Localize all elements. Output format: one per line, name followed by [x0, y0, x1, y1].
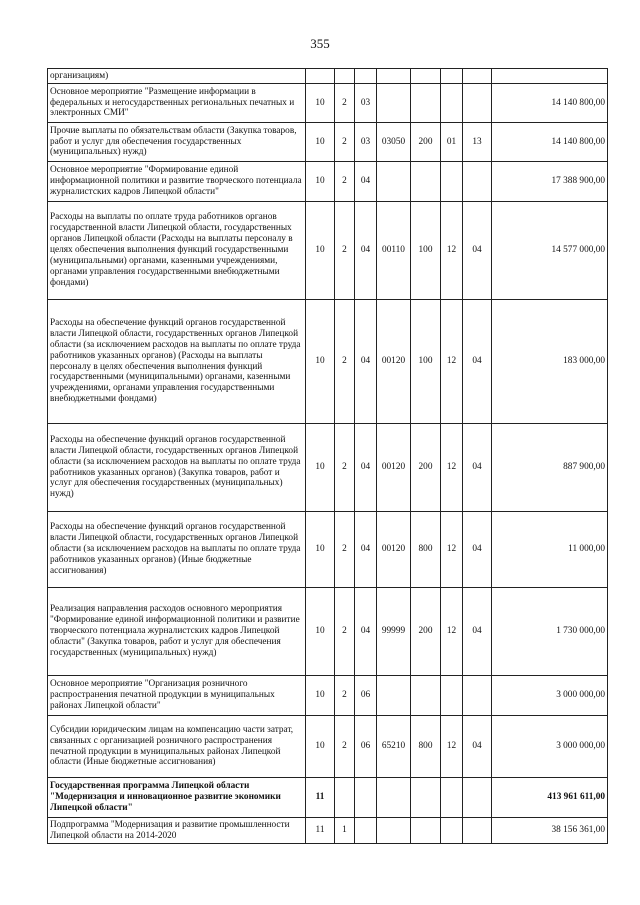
chapter-cell — [441, 778, 463, 818]
table-row — [48, 778, 608, 818]
type-cell — [411, 69, 441, 84]
row-name-cell: Расходы на обеспечение функций органов государственной власти Липецкой области, государственных органов Липецкой области (за исключением расходов на выплаты по оплате труда работников указанных органов) (Расходы на выплаты персоналу в целях обеспечения выполнения функций государственными (муниципальными) органами, казенными учреждениями, органами управления государственными внебюджетными фондами) — [48, 300, 306, 424]
table-row — [48, 588, 608, 676]
code-cell: 00110 — [377, 202, 411, 300]
code-cell — [377, 162, 411, 202]
table-row — [48, 84, 608, 123]
code-cell: 65210 — [377, 716, 411, 778]
row-name-cell: Расходы на выплаты по оплате труда работников органов государственной власти Липецкой области, государственных органов Липецкой области (Расходы на выплаты персоналу в целях обеспечения выполнения функций государственными (муниципальными) органами, казенными учреждениями, органами управления государственными внебюджетными фондами) — [48, 202, 306, 300]
table-row — [48, 818, 608, 844]
section-cell: 10 — [306, 424, 335, 512]
row-name-cell: Субсидии юридическим лицам на компенсацию части затрат, связанных с организацией розничного распространения печатной продукции в муниципальных районах Липецкой области (Иные бюджетные ассигнования) — [48, 716, 306, 778]
section-cell: 10 — [306, 676, 335, 716]
type-cell: 200 — [411, 588, 441, 676]
chapter-cell: 12 — [441, 512, 463, 588]
subchapter-cell: 04 — [463, 512, 492, 588]
subchapter-cell: 04 — [463, 716, 492, 778]
subsection-cell: 1 — [335, 818, 355, 844]
subsection-cell — [335, 778, 355, 818]
subchapter-cell — [463, 69, 492, 84]
item-cell — [355, 818, 377, 844]
subsection-cell: 2 — [335, 123, 355, 162]
section-cell: 10 — [306, 716, 335, 778]
item-cell: 04 — [355, 300, 377, 424]
code-cell — [377, 69, 411, 84]
amount-cell: 14 140 800,00 — [492, 123, 608, 162]
chapter-cell — [441, 84, 463, 123]
amount-cell: 38 156 361,00 — [492, 818, 608, 844]
subsection-cell: 2 — [335, 162, 355, 202]
type-cell — [411, 818, 441, 844]
row-name-cell: организациям) — [48, 69, 306, 84]
row-name-cell: Реализация направления расходов основного мероприятия "Формирование единой информационной политики и развитие творческого потенциала журналистских кадров Липецкой области" (Закупка товаров, работ и услуг для обеспечения государственных (муниципальных) нужд) — [48, 588, 306, 676]
chapter-cell — [441, 162, 463, 202]
item-cell — [355, 69, 377, 84]
type-cell — [411, 162, 441, 202]
code-cell — [377, 818, 411, 844]
amount-cell: 183 000,00 — [492, 300, 608, 424]
subsection-cell: 2 — [335, 202, 355, 300]
section-cell: 10 — [306, 123, 335, 162]
table-row — [48, 123, 608, 162]
chapter-cell — [441, 69, 463, 84]
section-cell: 10 — [306, 162, 335, 202]
chapter-cell: 01 — [441, 123, 463, 162]
chapter-cell: 12 — [441, 300, 463, 424]
type-cell — [411, 84, 441, 123]
section-cell — [306, 69, 335, 84]
type-cell: 800 — [411, 512, 441, 588]
section-cell: 10 — [306, 512, 335, 588]
amount-cell — [492, 69, 608, 84]
amount-cell: 3 000 000,00 — [492, 676, 608, 716]
subchapter-cell — [463, 84, 492, 123]
amount-cell: 14 577 000,00 — [492, 202, 608, 300]
code-cell — [377, 84, 411, 123]
subchapter-cell: 04 — [463, 300, 492, 424]
subsection-cell: 2 — [335, 512, 355, 588]
item-cell: 06 — [355, 716, 377, 778]
amount-cell: 413 961 611,00 — [492, 778, 608, 818]
type-cell: 200 — [411, 123, 441, 162]
row-name-cell: Прочие выплаты по обязательствам области (Закупка товаров, работ и услуг для обеспечения государственных (муниципальных) нужд) — [48, 123, 306, 162]
item-cell: 04 — [355, 162, 377, 202]
amount-cell: 14 140 800,00 — [492, 84, 608, 123]
amount-cell: 3 000 000,00 — [492, 716, 608, 778]
subchapter-cell: 04 — [463, 202, 492, 300]
item-cell: 04 — [355, 588, 377, 676]
subsection-cell: 2 — [335, 84, 355, 123]
row-name-cell: Расходы на обеспечение функций органов государственной власти Липецкой области, государственных органов Липецкой области (за исключением расходов на выплаты по оплате труда работников указанных органов) (Закупка товаров, работ и услуг для обеспечения государственных (муниципальных) нужд) — [48, 424, 306, 512]
item-cell: 04 — [355, 424, 377, 512]
section-cell: 10 — [306, 202, 335, 300]
chapter-cell — [441, 818, 463, 844]
subchapter-cell: 04 — [463, 424, 492, 512]
subsection-cell: 2 — [335, 588, 355, 676]
row-name-cell: Основное мероприятие "Формирование единой информационной политики и развитие творческого потенциала журналистских кадров Липецкой области" — [48, 162, 306, 202]
subsection-cell: 2 — [335, 300, 355, 424]
section-cell: 10 — [306, 300, 335, 424]
amount-cell: 887 900,00 — [492, 424, 608, 512]
code-cell: 00120 — [377, 300, 411, 424]
table-row — [48, 424, 608, 512]
section-cell: 11 — [306, 818, 335, 844]
item-cell — [355, 778, 377, 818]
code-cell: 99999 — [377, 588, 411, 676]
type-cell: 800 — [411, 716, 441, 778]
item-cell: 06 — [355, 676, 377, 716]
code-cell: 00120 — [377, 512, 411, 588]
subchapter-cell — [463, 778, 492, 818]
amount-cell: 17 388 900,00 — [492, 162, 608, 202]
type-cell: 100 — [411, 300, 441, 424]
item-cell: 04 — [355, 202, 377, 300]
item-cell: 03 — [355, 84, 377, 123]
table-row — [48, 300, 608, 424]
amount-cell: 1 730 000,00 — [492, 588, 608, 676]
code-cell: 03050 — [377, 123, 411, 162]
subchapter-cell — [463, 676, 492, 716]
subchapter-cell — [463, 162, 492, 202]
chapter-cell: 12 — [441, 588, 463, 676]
item-cell: 03 — [355, 123, 377, 162]
subsection-cell: 2 — [335, 424, 355, 512]
type-cell — [411, 778, 441, 818]
row-name-cell: Расходы на обеспечение функций органов государственной власти Липецкой области, государственных органов Липецкой области (за исключением расходов на выплаты по оплате труда работников указанных органов) (Иные бюджетные ассигнования) — [48, 512, 306, 588]
type-cell: 200 — [411, 424, 441, 512]
code-cell: 00120 — [377, 424, 411, 512]
row-name-cell: Государственная программа Липецкой области "Модернизация и инновационное развитие экономики Липецкой области" — [48, 778, 306, 818]
table-row — [48, 162, 608, 202]
subchapter-cell: 13 — [463, 123, 492, 162]
amount-cell: 11 000,00 — [492, 512, 608, 588]
chapter-cell: 12 — [441, 202, 463, 300]
row-name-cell: Основное мероприятие "Размещение информации в федеральных и негосударственных региональных печатных и электронных СМИ" — [48, 84, 306, 123]
row-name-cell: Основное мероприятие "Организация розничного распространения печатной продукции в муниципальных районах Липецкой области" — [48, 676, 306, 716]
code-cell — [377, 778, 411, 818]
section-cell: 10 — [306, 84, 335, 123]
page-number: 355 — [310, 36, 330, 51]
subsection-cell: 2 — [335, 716, 355, 778]
subsection-cell: 2 — [335, 676, 355, 716]
chapter-cell: 12 — [441, 716, 463, 778]
table-row — [48, 512, 608, 588]
section-cell: 10 — [306, 588, 335, 676]
table-row — [48, 202, 608, 300]
item-cell: 04 — [355, 512, 377, 588]
budget-table — [47, 68, 608, 844]
table-row — [48, 69, 608, 84]
subsection-cell — [335, 69, 355, 84]
table-row — [48, 716, 608, 778]
table-row — [48, 676, 608, 716]
chapter-cell: 12 — [441, 424, 463, 512]
type-cell — [411, 676, 441, 716]
subchapter-cell: 04 — [463, 588, 492, 676]
section-cell: 11 — [306, 778, 335, 818]
chapter-cell — [441, 676, 463, 716]
type-cell: 100 — [411, 202, 441, 300]
row-name-cell: Подпрограмма "Модернизация и развитие промышленности Липецкой области на 2014-2020 — [48, 818, 306, 844]
code-cell — [377, 676, 411, 716]
subchapter-cell — [463, 818, 492, 844]
